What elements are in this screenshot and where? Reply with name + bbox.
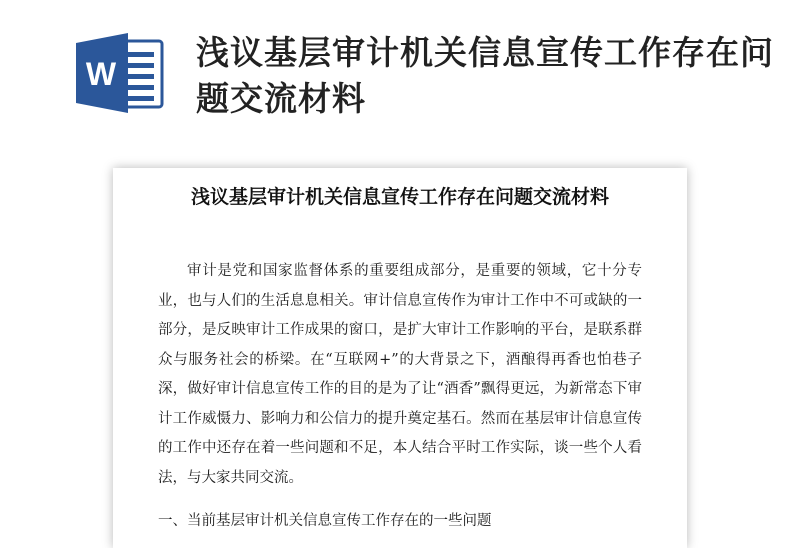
word-icon-letter: W (85, 56, 117, 92)
header (0, 0, 800, 150)
document-title: 浅议基层审计机关信息宣传工作存在问题交流材料 (190, 186, 609, 208)
word-document-icon (76, 33, 164, 113)
document-body-paragraph: 审计是党和国家监督体系的重要组成部分，是重要的领域，它十分专业，也与人们的生活息息相关。审计信息宣传作为审计工作中不可或缺的一部分，是反映审计工作成果的窗口，是扩大审计工作影响的平台，是联系群众与服务社会的桥梁。在“互联网+”的大背景之下，酒酿得再香也怕巷子深，做好审计信息宣传工作的目的是为了让“酒香”飘得更远，为新常态下审计工作威慑力、影响力和公信力的提升奠定基石。然而在基层审计信息宣传的工作中还存在着一些问题和不足，本人结合平时工作实际，谈一些个人看法，与大家共同交流。 (158, 263, 642, 486)
section-heading: 一、当前基层审计机关信息宣传工作存在的一些问题 (158, 513, 492, 529)
document-page (113, 168, 687, 548)
page-title: 浅议基层审计机关信息宣传工作存在问题交流材料 (196, 33, 774, 118)
